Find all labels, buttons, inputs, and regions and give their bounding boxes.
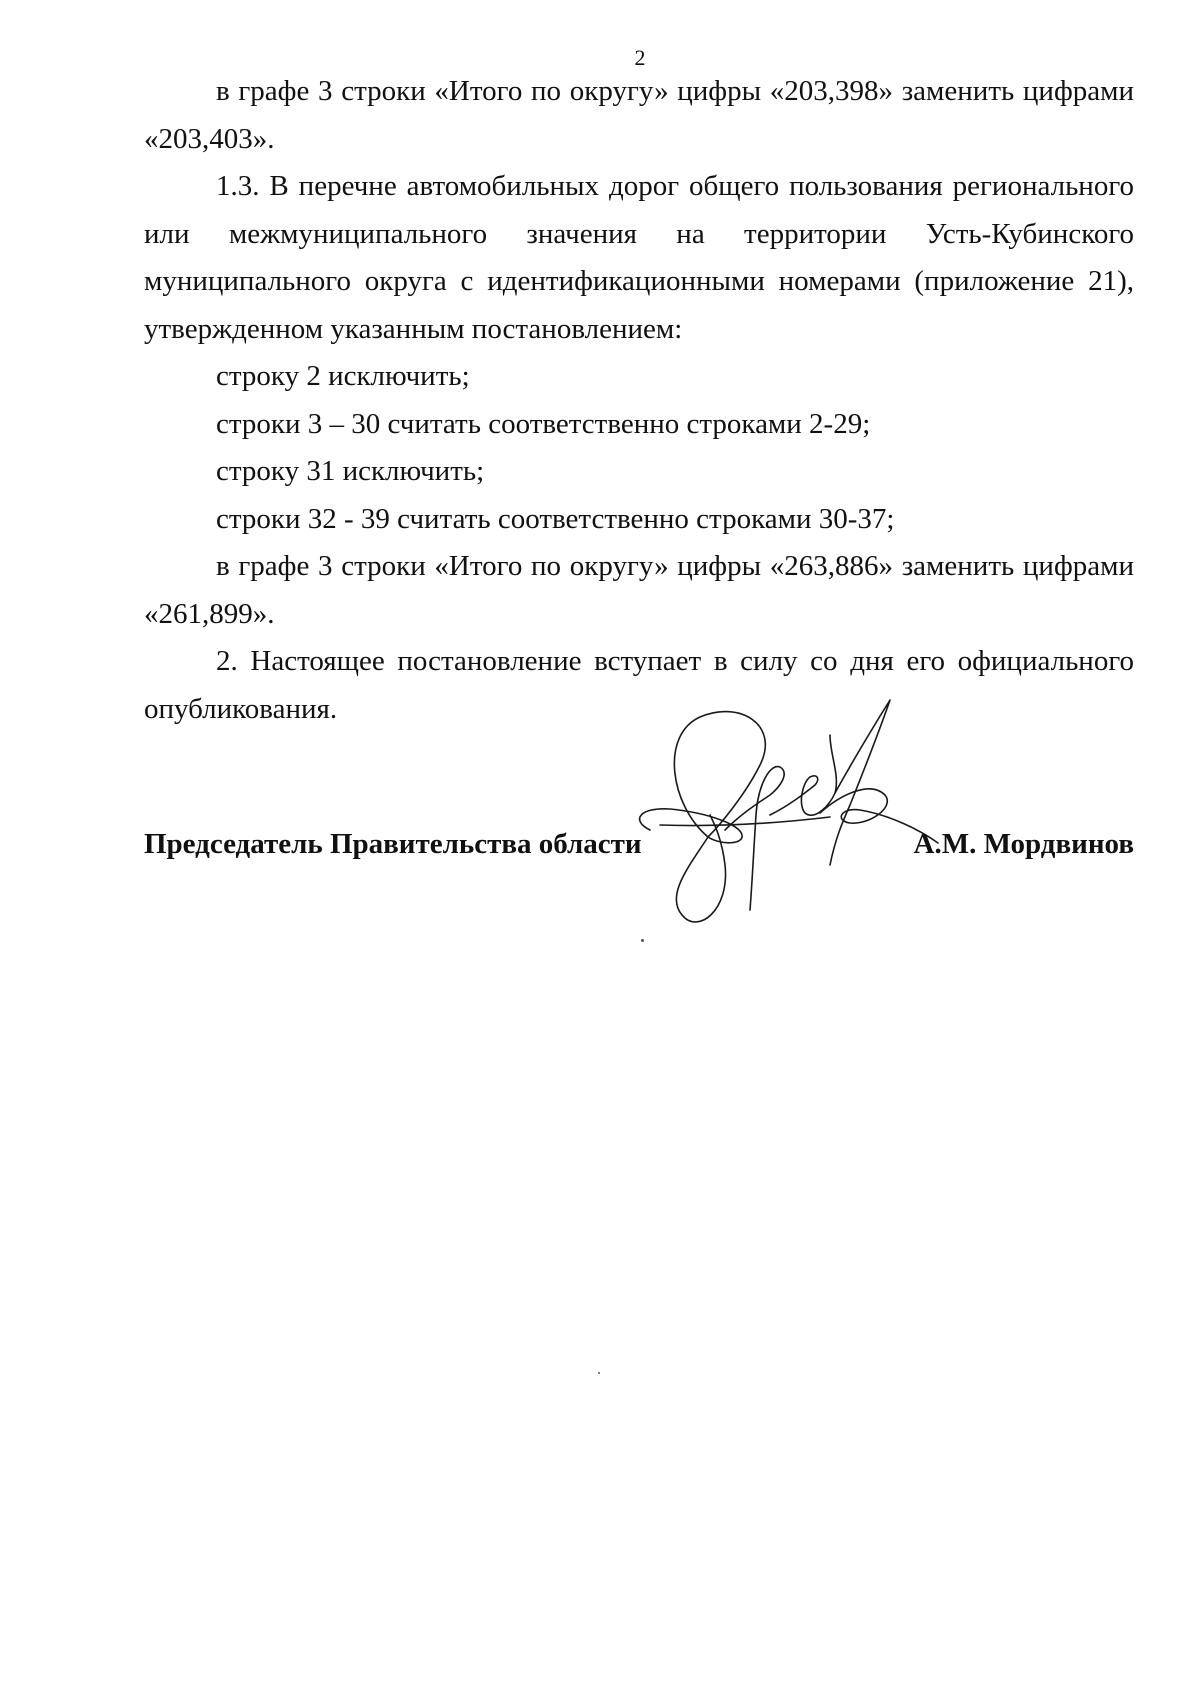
page-number: 2	[634, 45, 646, 70]
paragraph-5: строку 31 исключить;	[216, 455, 485, 487]
paragraph-8: 2. Настоящее постановление вступает в силу со дня его официального опубликования.	[144, 645, 1134, 725]
scan-speck	[641, 939, 644, 942]
scan-speck	[598, 1372, 600, 1374]
document-body	[144, 68, 1134, 733]
paragraph-6: строки 32 - 39 считать соответственно строками 30-37;	[216, 502, 895, 535]
signatory-position: Председатель Правительства области	[144, 828, 642, 860]
handwritten-signature-icon	[630, 695, 950, 945]
paragraph-7: в графе 3 строки «Итого по округу» цифры «263,886» заменить цифрами «261,899».	[144, 550, 1134, 630]
signature-block	[144, 828, 1134, 868]
paragraph-1: в графе 3 строки «Итого по округу» цифры «203,398» заменить цифрами «203,403».	[144, 75, 1134, 155]
signatory-name: А.М. Мордвинов	[913, 828, 1134, 860]
signature-right-loops	[770, 735, 836, 815]
paragraph-3: строку 2 исключить;	[216, 360, 470, 392]
paragraph-4: строки 3 – 30 считать соответственно строками 2-29;	[216, 407, 871, 440]
paragraph-2: 1.3. В перечне автомобильных дорог общего пользования регионального или межмуниципального значения на территории Усть-Кубинского муниципального округа с идентификационными номерами (приложение 21), утвержденном указанным постановлением:	[144, 170, 1134, 345]
signature-underline	[660, 817, 830, 826]
